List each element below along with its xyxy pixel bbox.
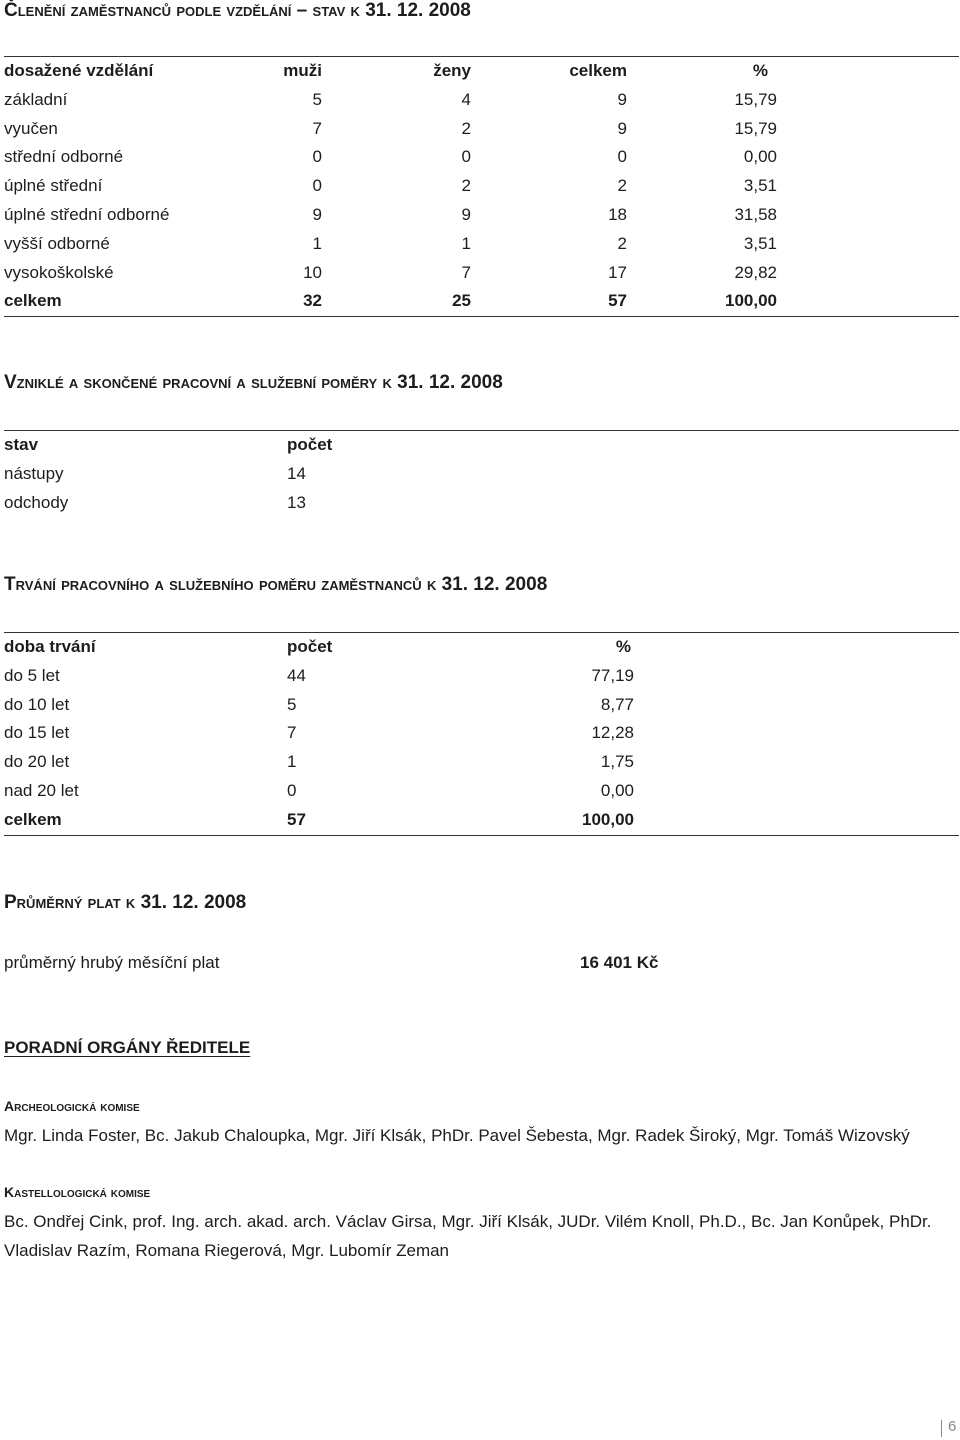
column-header: počet — [287, 435, 333, 454]
table-total-row — [4, 806, 959, 835]
advisory-title: PORADNÍ ORGÁNY ŘEDITELE — [4, 1038, 251, 1057]
table-cell: 0 — [312, 176, 322, 196]
table-cell: celkem — [4, 287, 234, 316]
table-cell: 13 — [287, 492, 306, 512]
table-header-row — [4, 431, 959, 460]
table-total-row — [4, 287, 959, 316]
duration-title: Trvání pracovního a služebního poměru zaměstnanců k 31. 12. 2008 — [4, 574, 548, 595]
table-cell: 2 — [617, 233, 627, 253]
table-cell: vyučen — [4, 118, 58, 138]
table-cell: 100,00 — [367, 806, 634, 835]
table-row — [4, 115, 959, 144]
table-cell: 7 — [461, 262, 471, 282]
page-number: 6 — [948, 1418, 957, 1435]
education-title: Členění zaměstnanců podle vzdělání – stav k 31. 12. 2008 — [4, 0, 471, 21]
table-row — [4, 230, 959, 259]
table-cell: vysokoškolské — [4, 262, 114, 282]
table-row — [4, 259, 959, 288]
table-row — [4, 748, 959, 777]
table-row — [4, 460, 959, 489]
table-cell: 44 — [287, 665, 306, 685]
column-header: počet — [287, 637, 333, 656]
table-cell: 1 — [461, 233, 471, 253]
archeo-commission-title: Archeologická komise — [4, 1098, 140, 1114]
table-cell: 8,77 — [600, 694, 634, 714]
table-row — [4, 489, 959, 518]
table-cell: 10 — [303, 262, 322, 282]
table-cell: 0,00 — [600, 780, 634, 800]
table-cell: 29,82 — [734, 262, 777, 282]
table-row — [4, 777, 959, 806]
column-header: celkem — [569, 61, 627, 80]
table-cell: 32 — [234, 287, 322, 316]
table-cell: 2 — [461, 118, 471, 138]
table-cell: 3,51 — [743, 233, 777, 253]
table-cell: 4 — [461, 89, 471, 109]
table-header-row — [4, 57, 959, 86]
table-cell: 1 — [287, 752, 297, 772]
table-row — [4, 662, 959, 691]
column-header: ženy — [433, 61, 471, 80]
column-header: muži — [283, 61, 322, 80]
table-cell: 7 — [287, 723, 297, 743]
table-cell: nástupy — [4, 463, 64, 483]
table-cell: 1,75 — [600, 752, 634, 772]
table-cell: 7 — [312, 118, 322, 138]
table-cell: 9 — [617, 118, 627, 138]
table-cell: 18 — [608, 204, 627, 224]
salary-title: Průměrný plat k 31. 12. 2008 — [4, 892, 247, 913]
salary-label: průměrný hrubý měsíční plat — [4, 953, 220, 972]
table-cell: 1 — [312, 233, 322, 253]
table-cell: 9 — [617, 89, 627, 109]
table-row — [4, 172, 959, 201]
table-cell: 0 — [617, 147, 627, 167]
table-cell: 17 — [608, 262, 627, 282]
education-table — [4, 56, 959, 317]
table-row — [4, 691, 959, 720]
table-cell: vyšší odborné — [4, 233, 110, 253]
table-cell: základní — [4, 89, 68, 109]
table-cell: úplné střední — [4, 176, 103, 196]
table-cell: 15,79 — [734, 89, 777, 109]
table-cell: 0 — [312, 147, 322, 167]
table-cell: do 10 let — [4, 694, 70, 714]
castle-commission-members: Bc. Ondřej Cink, prof. Ing. arch. akad. arch. Václav Girsa, Mgr. Jiří Klsák, JUDr. Vilém Knoll, Ph.D., Bc. Jan Konůpek, PhDr. Vladislav Razím, Romana Riegerová, Mgr. Lubomír Zeman — [4, 1212, 932, 1260]
table-cell: 25 — [322, 287, 471, 316]
table-cell: 31,58 — [734, 204, 777, 224]
table-cell: 57 — [471, 287, 627, 316]
table-header-row — [4, 633, 959, 662]
table-cell: 3,51 — [743, 176, 777, 196]
table-cell: 2 — [617, 176, 627, 196]
table-cell: 12,28 — [591, 723, 634, 743]
page-number-divider — [941, 1420, 942, 1437]
table-cell: 57 — [287, 806, 367, 835]
table-cell: do 20 let — [4, 752, 70, 772]
table-cell: nad 20 let — [4, 780, 79, 800]
column-header: doba trvání — [4, 637, 96, 656]
table-row — [4, 719, 959, 748]
castle-commission-title: Kastellologická komise — [4, 1184, 151, 1200]
column-header: % — [615, 637, 631, 656]
table-cell: 15,79 — [734, 118, 777, 138]
table-cell: 2 — [461, 176, 471, 196]
table-cell: úplné střední odborné — [4, 204, 170, 224]
column-header: dosažené vzdělání — [4, 61, 154, 80]
table-cell: 0,00 — [743, 147, 777, 167]
table-cell: 0 — [461, 147, 471, 167]
table-cell: do 15 let — [4, 723, 70, 743]
salary-value: 16 401 Kč — [580, 953, 659, 972]
table-cell: do 5 let — [4, 665, 60, 685]
employment-title: Vzniklé a skončené pracovní a služební poměry k 31. 12. 2008 — [4, 372, 503, 393]
table-row — [4, 143, 959, 172]
column-header: stav — [4, 435, 39, 454]
table-row — [4, 201, 959, 230]
archeo-commission-members: Mgr. Linda Foster, Bc. Jakub Chaloupka, Mgr. Jiří Klsák, PhDr. Pavel Šebesta, Mgr. Radek Široký, Mgr. Tomáš Wizovský — [4, 1126, 910, 1145]
table-cell: střední odborné — [4, 147, 124, 167]
table-cell: 0 — [287, 780, 297, 800]
table-row — [4, 86, 959, 115]
table-cell: 14 — [287, 463, 306, 483]
table-cell: 9 — [461, 204, 471, 224]
table-cell: 9 — [312, 204, 322, 224]
employment-table — [4, 430, 959, 517]
table-cell: 100,00 — [627, 287, 777, 316]
table-cell: celkem — [4, 806, 287, 835]
table-cell: odchody — [4, 492, 69, 512]
column-header: % — [752, 61, 768, 80]
duration-table — [4, 632, 959, 836]
table-cell: 5 — [287, 694, 297, 714]
table-cell: 5 — [312, 89, 322, 109]
table-cell: 77,19 — [591, 665, 634, 685]
